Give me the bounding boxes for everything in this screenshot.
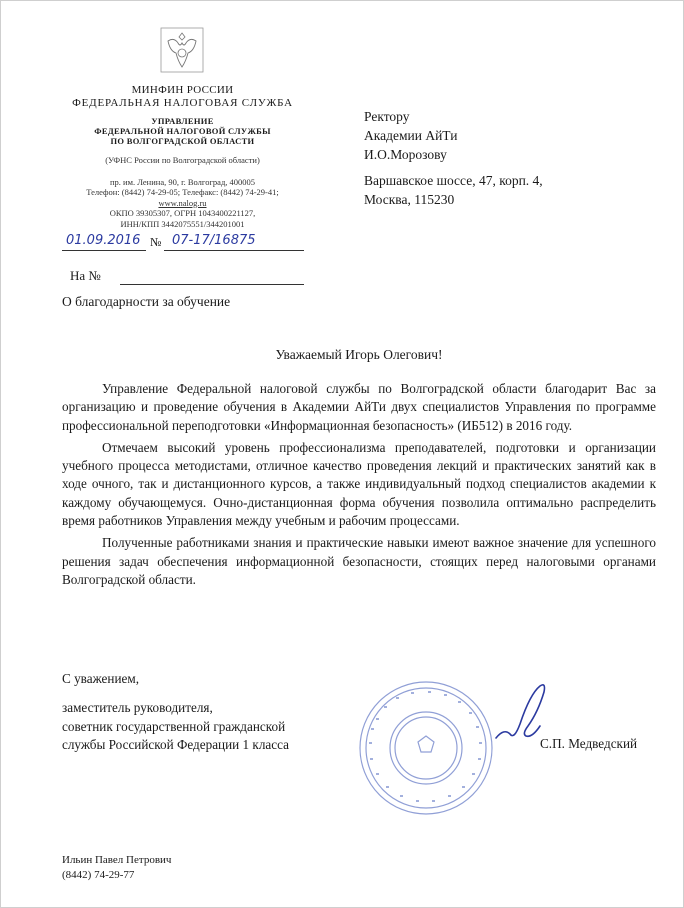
regards: С уважением, [62, 671, 139, 686]
ministry-name: МИНФИН РОССИИ [131, 84, 234, 96]
recipient-address: Москва, 115230 [364, 192, 455, 207]
contact-line: пр. им. Ленина, 90, г. Волгоград, 400005 [109, 176, 256, 187]
executor-phone: (8442) 74-29-77 [62, 869, 135, 881]
recipient-address: Варшавское шоссе, 47, корп. 4, [364, 173, 543, 188]
letter-date: 01.09.2016 [66, 233, 141, 248]
body-paragraph: Отмечаем высокий уровень профессионализма преподавателей, подготовки и организации учебного процесса методистами, отличное качество проведения лекций и практических занятий как в ходе очного, так и дистанционного курсов, а также индивидуальный подход специалистов академии к каждому обучающемуся. Очно-дистанционная форма обучения позволила оптимально распределить время работников Управления между учебным и рабочим процессами. [62, 439, 656, 529]
emblem-icon [160, 27, 204, 73]
department-line: ПО ВОЛГОГРАДСКОЙ ОБЛАСТИ [110, 136, 255, 146]
department-line: ФЕДЕРАЛЬНОЙ НАЛОГОВОЙ СЛУЖБЫ [94, 126, 271, 136]
reference-label: На № [70, 268, 101, 283]
department-abbreviation: (УФНС России по Волгоградской области) [105, 155, 260, 165]
service-name: ФЕДЕРАЛЬНАЯ НАЛОГОВАЯ СЛУЖБА [72, 97, 293, 109]
contact-line: ОКПО 39305307, ОГРН 1043400221127, [109, 208, 256, 218]
contact-line: Телефон: (8442) 74-29-05; Телефакс: (8442) 74-29-41; [86, 187, 279, 197]
date-underline [62, 250, 146, 251]
signatory-name: С.П. Медведский [540, 736, 638, 751]
department-line: УПРАВЛЕНИЕ [151, 116, 214, 126]
signatory-position: советник государственной гражданской [62, 718, 286, 734]
website-link[interactable]: www.nalog.ru [158, 197, 207, 208]
official-stamp [356, 678, 496, 818]
body-paragraph: Полученные работниками знания и практические навыки имеют важное значение для успешного решения задач обеспечения информационной безопасности, стоящих перед налоговыми органами Волгоградской области. [62, 535, 656, 587]
recipient-line: Академии АйТи [364, 128, 458, 143]
signatory-position: заместитель руководителя, [62, 700, 213, 715]
letter-number: 07-17/16875 [172, 233, 256, 248]
contact-line: ИНН/КПП 3442075551/344201001 [120, 218, 245, 229]
executor-name: Ильин Павел Петрович [62, 854, 172, 866]
body-paragraph: Управление Федеральной налоговой службы по Волгоградской области благодарит Вас за организацию и проведение обучения в Академии АйТи двух специалистов Управления по программе профессиональной переподготовки «Информационная безопасность» (ИБ512) в 2016 году. [62, 381, 656, 433]
salutation: Уважаемый Игорь Олегович! [275, 347, 443, 362]
number-label: № [150, 235, 162, 249]
signatory-position: службы Российской Федерации 1 класса [62, 737, 289, 752]
number-underline [164, 250, 304, 251]
letter-subject: О благодарности за обучение [62, 294, 231, 309]
recipient-line: Ректору [364, 109, 410, 124]
recipient-line: И.О.Морозову [364, 147, 447, 162]
reference-underline [120, 284, 304, 285]
